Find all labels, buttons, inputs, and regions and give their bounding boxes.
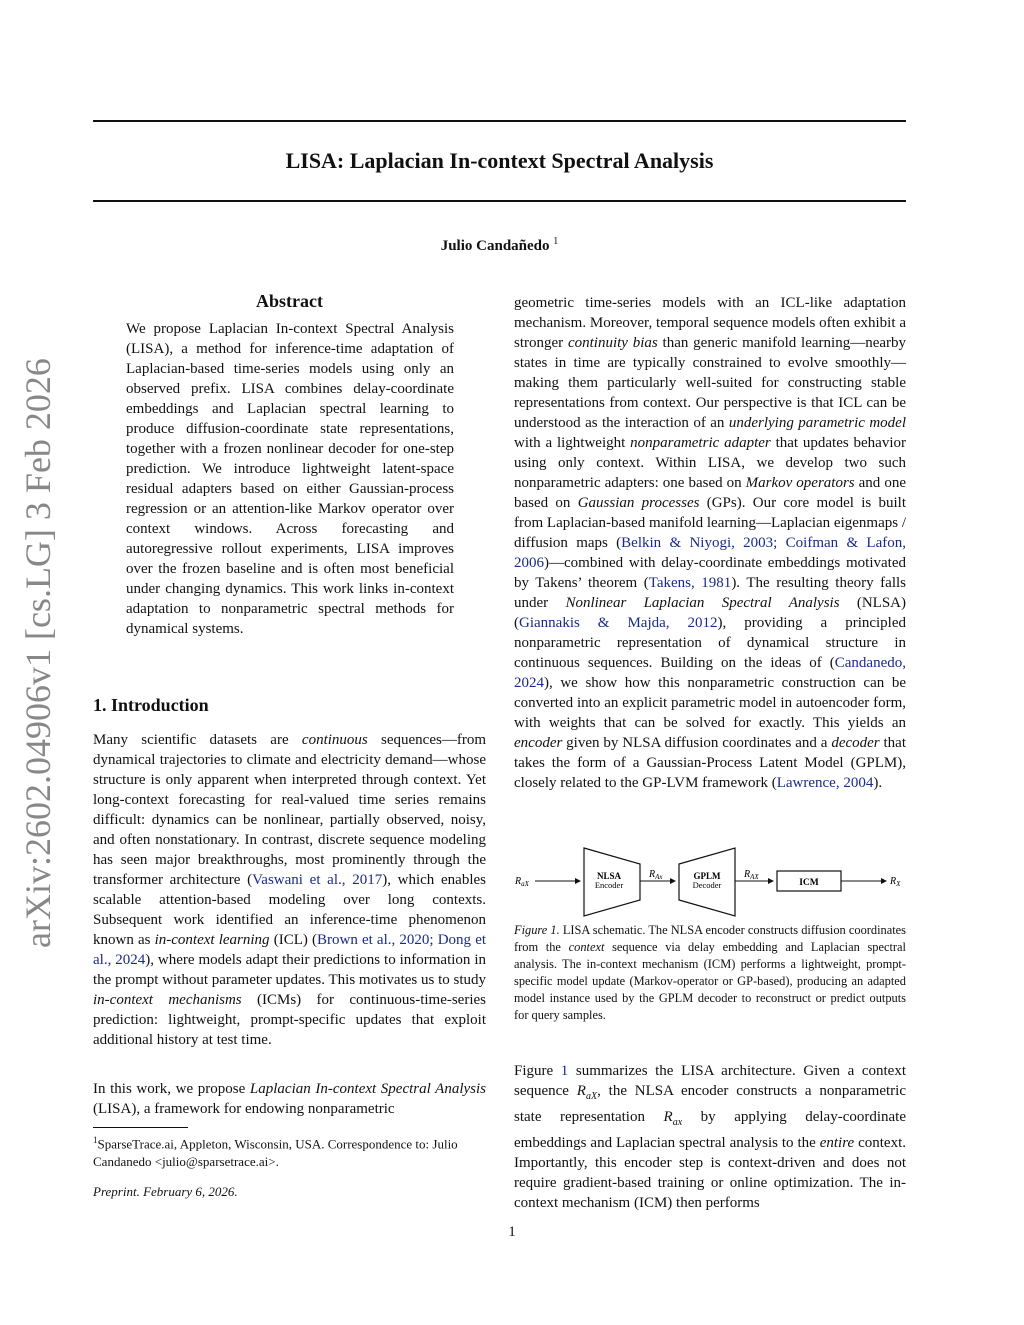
text-run: than generic manifold learning—nearby states in time are typically constrained to evolve smoothly—making them particularly well-suited for constructing stable representations from context. Our perspective is that ICL can be understood as the interaction of an [514, 335, 906, 431]
emphasis: continuity bias [567, 335, 658, 351]
gplm-decoder-label-1: GPLM [693, 871, 721, 881]
text-run: (NLSA) ( [514, 595, 906, 631]
footnote-rule [93, 1127, 188, 1128]
emphasis: Nonlinear Laplacian Spectral Analysis [565, 595, 840, 611]
text-run: (GPs). Our core model is built from Laplacian-based manifold learning—Laplacian eigenmaps / diffusion maps ( [514, 495, 906, 551]
text-run: (ICMs) for continuous-time-series prediction: lightweight, prompt-specific updates that exploit additional history at test time. [93, 992, 486, 1048]
citation-link[interactable]: Vaswani et al., 2017 [252, 872, 383, 888]
text-run: given by NLSA diffusion coordinates and a [562, 735, 832, 751]
abstract-heading: Abstract [256, 291, 323, 311]
citation-link[interactable]: Candanedo, 2024 [514, 655, 906, 691]
intro-paragraph-2 [93, 1079, 486, 1119]
text-run: ). [873, 775, 883, 791]
text-run: ), which enables scalable attention-based modeling over long contexts. Subsequent work identified an inference-time phenomenon known as [93, 872, 486, 948]
text-run: and one based on [514, 475, 906, 511]
gplm-decoder-label-2: Decoder [692, 880, 722, 890]
text-run: (LISA), a framework for endowing nonparametric [93, 1101, 395, 1117]
footnote-mark: 1 [93, 1135, 98, 1145]
text-run: ), providing a principled nonparametric representation of dynamical structure in continuous sequences. Building on the ideas of ( [514, 615, 907, 671]
lisa-schematic-figure [508, 840, 908, 920]
emphasis: Gaussian processes [577, 495, 700, 511]
text-run: by applying delay-coordinate embeddings and Laplacian spectral analysis to the [514, 1109, 906, 1151]
emphasis: in-context mechanisms [93, 992, 242, 1008]
emphasis: context [568, 940, 605, 954]
author-affil-mark: 1 [553, 236, 559, 247]
nlsa-encoder-label-1: NLSA [596, 871, 622, 881]
text-run: sequence via delay embedding and Laplacian spectral analysis. The in-context mechanism (ICM) performs a lightweight, prompt-specific model update (Markov-operator or GP-based), producing an adapted model instance used by the GPLM decoder to reconstruct or predict outputs for query samples. [514, 940, 906, 1022]
title-rule-bottom [93, 200, 906, 202]
section-heading-introduction: 1. Introduction [93, 695, 209, 715]
text-run: ). The resulting theory falls under [514, 575, 906, 611]
text-run: Figure [514, 1063, 561, 1079]
figure-decoded-label: $R_{AX}$ [744, 869, 759, 881]
text-run: ), where models adapt their predictions to information in the prompt without parameter updates. This motivates us to study [93, 952, 486, 988]
emphasis: decoder [831, 735, 880, 751]
citation-separator: ; [773, 535, 786, 551]
citation-link[interactable]: Giannakis & Majda, 2012 [519, 615, 718, 631]
text-run: context. Importantly, this encoder step is context-driven and does not require gradient-based training or online optimization. The in-context mechanism (ICM) then performs [514, 1135, 906, 1211]
text-run: Many scientific datasets are [93, 732, 302, 748]
citation-link[interactable]: Takens, 1981 [648, 575, 732, 591]
icm-label: ICM [799, 878, 819, 888]
text-run: In this work, we propose [93, 1081, 250, 1097]
preprint-note: Preprint. February 6, 2026. [93, 1184, 238, 1199]
author-line [93, 236, 906, 255]
text-run: that updates behavior using only context. Within LISA, we develop two such nonparametric adapters: one based on [514, 435, 906, 491]
text-run: )—combined with delay-coordinate embeddings motivated by Takens’ theorem ( [514, 555, 906, 591]
arxiv-id: arXiv:2602.04906v1 [cs.LG] 3 Feb 2026 [18, 358, 58, 948]
text-run: LISA schematic. The NLSA encoder constructs diffusion coordinates from the [514, 923, 906, 954]
text-run: with a lightweight [514, 435, 631, 451]
citation-link[interactable]: Dong et al., 2024 [93, 932, 487, 968]
figure-reference-link[interactable]: 1 [560, 1063, 569, 1079]
arxiv-watermark [18, 358, 58, 948]
footnote-text: SparseTrace.ai, Appleton, Wisconsin, USA. Correspondence to: Julio Candanedo <julio@sparsetrace.ai>. [93, 1136, 458, 1170]
math-var: $R_{ax}$ [663, 1109, 683, 1128]
figure-output-label: $R_X$ [890, 876, 901, 888]
figure-input-label: $R_{aX}$ [515, 876, 529, 888]
text-run: summarizes the LISA architecture. Given a context sequence [514, 1063, 906, 1099]
emphasis: nonparametric adapter [630, 435, 771, 451]
text-run: geometric time-series models with an ICL-like adaptation mechanism. Moreover, temporal sequence models often exhibit a stronger [514, 295, 906, 351]
emphasis: underlying parametric model [728, 415, 906, 431]
figure-latent-label: $R_{Ax}$ [649, 869, 663, 881]
citation-link[interactable]: Brown et al., 2020 [317, 932, 430, 948]
text-run: ), we show how this nonparametric construction can be converted into an explicit parametric model in autoencoder form, with weights that can be solved for exactly. This yields an [514, 675, 906, 731]
footnote [93, 1131, 486, 1171]
author-name: Julio Candañedo [440, 238, 550, 254]
emphasis: Laplacian In-context Spectral Analysis [249, 1081, 486, 1097]
intro-paragraph-1 [93, 730, 486, 1050]
math-var: $R_{aX}$ [576, 1083, 598, 1102]
citation-separator: ; [429, 932, 438, 948]
emphasis: entire [819, 1135, 855, 1151]
text-run: (ICL) ( [269, 932, 317, 948]
title-rule-top [93, 120, 906, 122]
body-paragraph-figure-summary [514, 1061, 906, 1213]
emphasis: Markov operators [745, 475, 855, 491]
figure-caption [514, 922, 906, 1024]
figure-caption-label: Figure 1. [514, 923, 560, 937]
intro-paragraph-3 [514, 293, 906, 793]
emphasis: encoder [514, 735, 563, 751]
text-run: that takes the form of a Gaussian-Process Latent Model (GPLM), closely related to the GP-LVM framework ( [514, 735, 907, 791]
abstract-text: We propose Laplacian In-context Spectral Analysis (LISA), a method for inference-time adaptation of Laplacian-based time-series models using only an observed prefix. LISA combines delay-coordinate embeddings and Laplacian spectral learning to produce diffusion-coordinate state representations, together with a frozen nonlinear decoder for one-step prediction. We introduce lightweight latent-space residual adapters based on either Gaussian-process regression or an attention-like Markov operator over context windows. Across forecasting and autoregressive rollout experiments, LISA improves over the frozen baseline and is often most beneficial under changing dynamics. This work links in-context adaptation to nonparametric spectral methods for dynamical systems. [126, 321, 454, 637]
text-run: sequences—from dynamical trajectories to climate and electricity demand—whose structure is only apparent when interpreted through context. Yet long-context forecasting for real-valued time series remains difficult: dynamics can be nonlinear, partially observed, noisy, and often nonstationary. In contrast, discrete sequence modeling has seen major breakthroughs, most prominently through the transformer architecture ( [93, 732, 486, 888]
paper-title: LISA: Laplacian In-context Spectral Analysis [285, 148, 714, 173]
emphasis: continuous [301, 732, 368, 748]
citation-link[interactable]: Belkin & Niyogi, 2003 [621, 535, 774, 551]
citation-link[interactable]: Lawrence, 2004 [776, 775, 874, 791]
nlsa-encoder-label-2: Encoder [594, 880, 624, 890]
text-run: , the NLSA encoder constructs a nonparametric state representation [514, 1083, 906, 1125]
citation-link[interactable]: Coifman & Lafon, 2006 [514, 535, 906, 571]
emphasis: in-context learning [154, 932, 270, 948]
page-number: 1 [508, 1224, 516, 1240]
